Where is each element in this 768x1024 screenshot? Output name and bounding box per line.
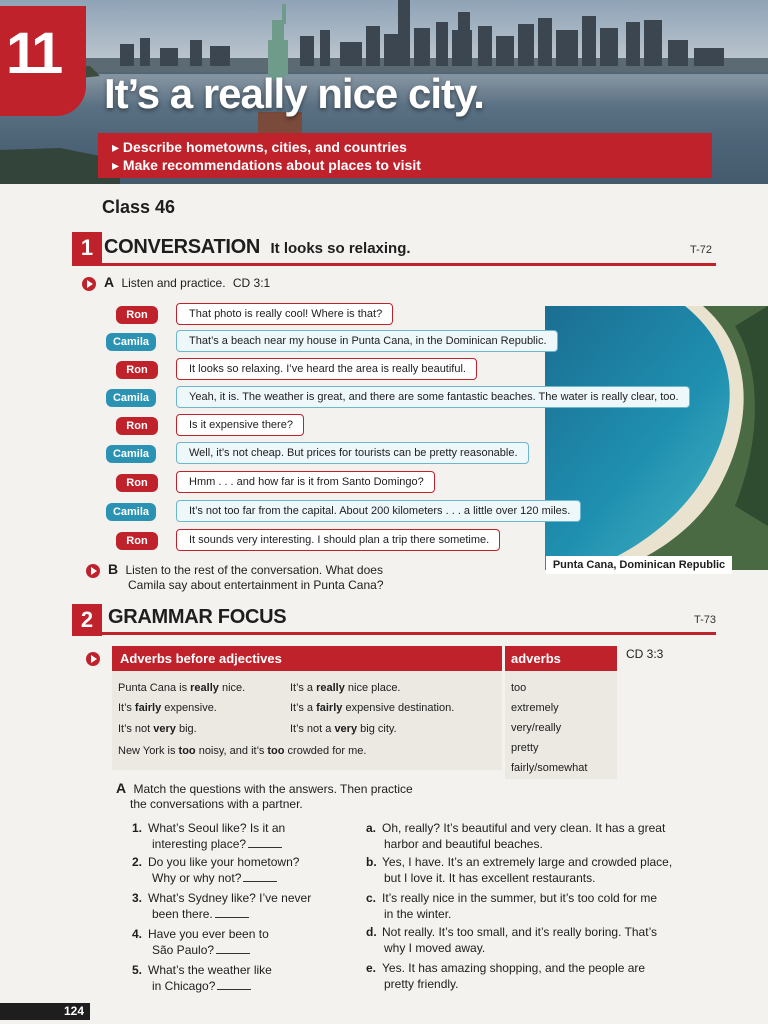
dialogue-line: That photo is really cool! Where is that?: [176, 303, 393, 325]
section-title: CONVERSATION: [104, 236, 261, 258]
audio-play-icon[interactable]: [82, 277, 96, 291]
goal-item: ▸ Describe hometowns, cities, and countries: [112, 139, 407, 155]
instruction-text: Camila say about entertainment in Punta Cana?: [128, 578, 384, 592]
section-subtitle: It looks so relaxing.: [270, 240, 411, 257]
dialogue-line: Is it expensive there?: [176, 414, 304, 436]
answer-blank[interactable]: [215, 917, 249, 918]
class-label: Class 46: [102, 197, 176, 217]
grammar-example: It’s a really nice place.: [290, 682, 401, 694]
instruction-text: Listen and practice.: [121, 276, 226, 290]
grammar-example: It’s a fairly expensive destination.: [290, 702, 455, 714]
cd-track: CD 3:1: [232, 276, 271, 290]
goal-item: ▸ Make recommendations about places to visit: [112, 157, 421, 173]
grammar-example: Punta Cana is really nice.: [118, 682, 246, 694]
adverb-item: fairly/somewhat: [511, 762, 588, 774]
dialogue-line: It’s not too far from the capital. About 200 kilometers . . . a little over 120 miles.: [176, 500, 581, 522]
speaker-tag-ron: Ron: [116, 306, 158, 324]
grammar-example: It’s not very big.: [118, 723, 197, 735]
section-rule: [72, 263, 716, 266]
section-number: 2: [72, 604, 102, 636]
exercise-instruction: [116, 781, 456, 812]
grammar-box-title: Adverbs before adjectives: [112, 646, 502, 671]
section-rule: [72, 632, 716, 635]
instruction-text: Listen to the rest of the conversation. What does: [125, 563, 383, 577]
part-letter: B: [108, 561, 119, 577]
answer-blank[interactable]: [217, 989, 251, 990]
answer-blank[interactable]: [243, 881, 277, 882]
unit-title: It’s a really nice city.: [104, 70, 484, 117]
unit-number-badge: 11: [0, 6, 86, 116]
question-item: 2. Do you like your hometown? Why or why not?: [132, 855, 300, 885]
speaker-tag-ron: Ron: [116, 474, 158, 492]
question-item: 5. What’s the weather like in Chicago?: [132, 963, 272, 993]
grammar-example: It’s not a very big city.: [290, 723, 397, 735]
instruction-text: the conversations with a partner.: [130, 797, 303, 811]
speaker-tag-ron: Ron: [116, 417, 158, 435]
cd-track: CD 3:3: [626, 647, 664, 661]
adverb-item: too: [511, 682, 527, 694]
grammar-example: New York is too noisy, and it’s too crowded for me.: [118, 745, 367, 757]
question-item: 3. What’s Sydney like? I’ve never been there.: [132, 891, 312, 921]
instruction-text: Match the questions with the answers. Then practice: [133, 782, 413, 796]
answer-blank[interactable]: [216, 953, 250, 954]
answer-item: d. Not really. It’s too small, and it’s really boring. That’s why I moved away.: [366, 925, 658, 955]
speaker-tag-camila: Camila: [106, 333, 156, 351]
part-letter: A: [116, 780, 127, 796]
photo-caption: Punta Cana, Dominican Republic: [546, 556, 732, 574]
answer-item: e. Yes. It has amazing shopping, and the people are pretty friendly.: [366, 961, 646, 991]
dialogue-line: It looks so relaxing. I’ve heard the area is really beautiful.: [176, 358, 477, 380]
section-number: 1: [72, 232, 102, 264]
adverb-item: pretty: [511, 742, 539, 754]
dialogue-line: Yeah, it is. The weather is great, and there are some fantastic beaches. The water is really clear, too.: [176, 386, 690, 408]
speaker-tag-camila: Camila: [106, 445, 156, 463]
audio-play-icon[interactable]: [86, 564, 100, 578]
adverb-item: very/really: [511, 722, 562, 734]
question-item: 4. Have you ever been to São Paulo?: [132, 927, 269, 957]
teacher-page-code: T-72: [690, 244, 713, 256]
unit-banner: [0, 0, 768, 184]
section-heading: [104, 236, 411, 259]
grammar-example: It’s fairly expensive.: [118, 702, 217, 714]
answer-item: a. Oh, really? It’s beautiful and very clean. It has a great harbor and beautiful beaches.: [366, 821, 666, 851]
teacher-page-code: T-73: [694, 614, 717, 626]
dialogue-line: Well, it’s not cheap. But prices for tourists can be pretty reasonable.: [176, 442, 529, 464]
answer-item: b. Yes, I have. It’s an extremely large and crowded place, but I love it. It has excellent restaurants.: [366, 855, 673, 885]
adverb-item: extremely: [511, 702, 559, 714]
part-letter: A: [104, 274, 115, 290]
part-a-instruction: [104, 275, 270, 291]
punta-cana-beach-image: [545, 306, 768, 570]
speaker-tag-camila: Camila: [106, 503, 156, 521]
page-number: 124: [0, 1003, 90, 1020]
answer-item: c. It’s really nice in the summer, but it’s too cold for me in the winter.: [366, 891, 658, 921]
answer-blank[interactable]: [248, 847, 282, 848]
unit-goals: [98, 133, 712, 178]
section-title: GRAMMAR FOCUS: [108, 606, 287, 628]
speaker-tag-ron: Ron: [116, 532, 158, 550]
adverbs-box-title: adverbs: [505, 646, 617, 671]
dialogue-line: That’s a beach near my house in Punta Cana, in the Dominican Republic.: [176, 330, 558, 352]
beach-photo: [545, 306, 768, 570]
speaker-tag-ron: Ron: [116, 361, 158, 379]
question-item: 1. What’s Seoul like? Is it an interesting place?: [132, 821, 286, 851]
dialogue-line: It sounds very interesting. I should plan a trip there sometime.: [176, 529, 500, 551]
speaker-tag-camila: Camila: [106, 389, 156, 407]
part-b-instruction: [108, 562, 448, 593]
audio-play-icon[interactable]: [86, 652, 100, 666]
dialogue-line: Hmm . . . and how far is it from Santo Domingo?: [176, 471, 435, 493]
